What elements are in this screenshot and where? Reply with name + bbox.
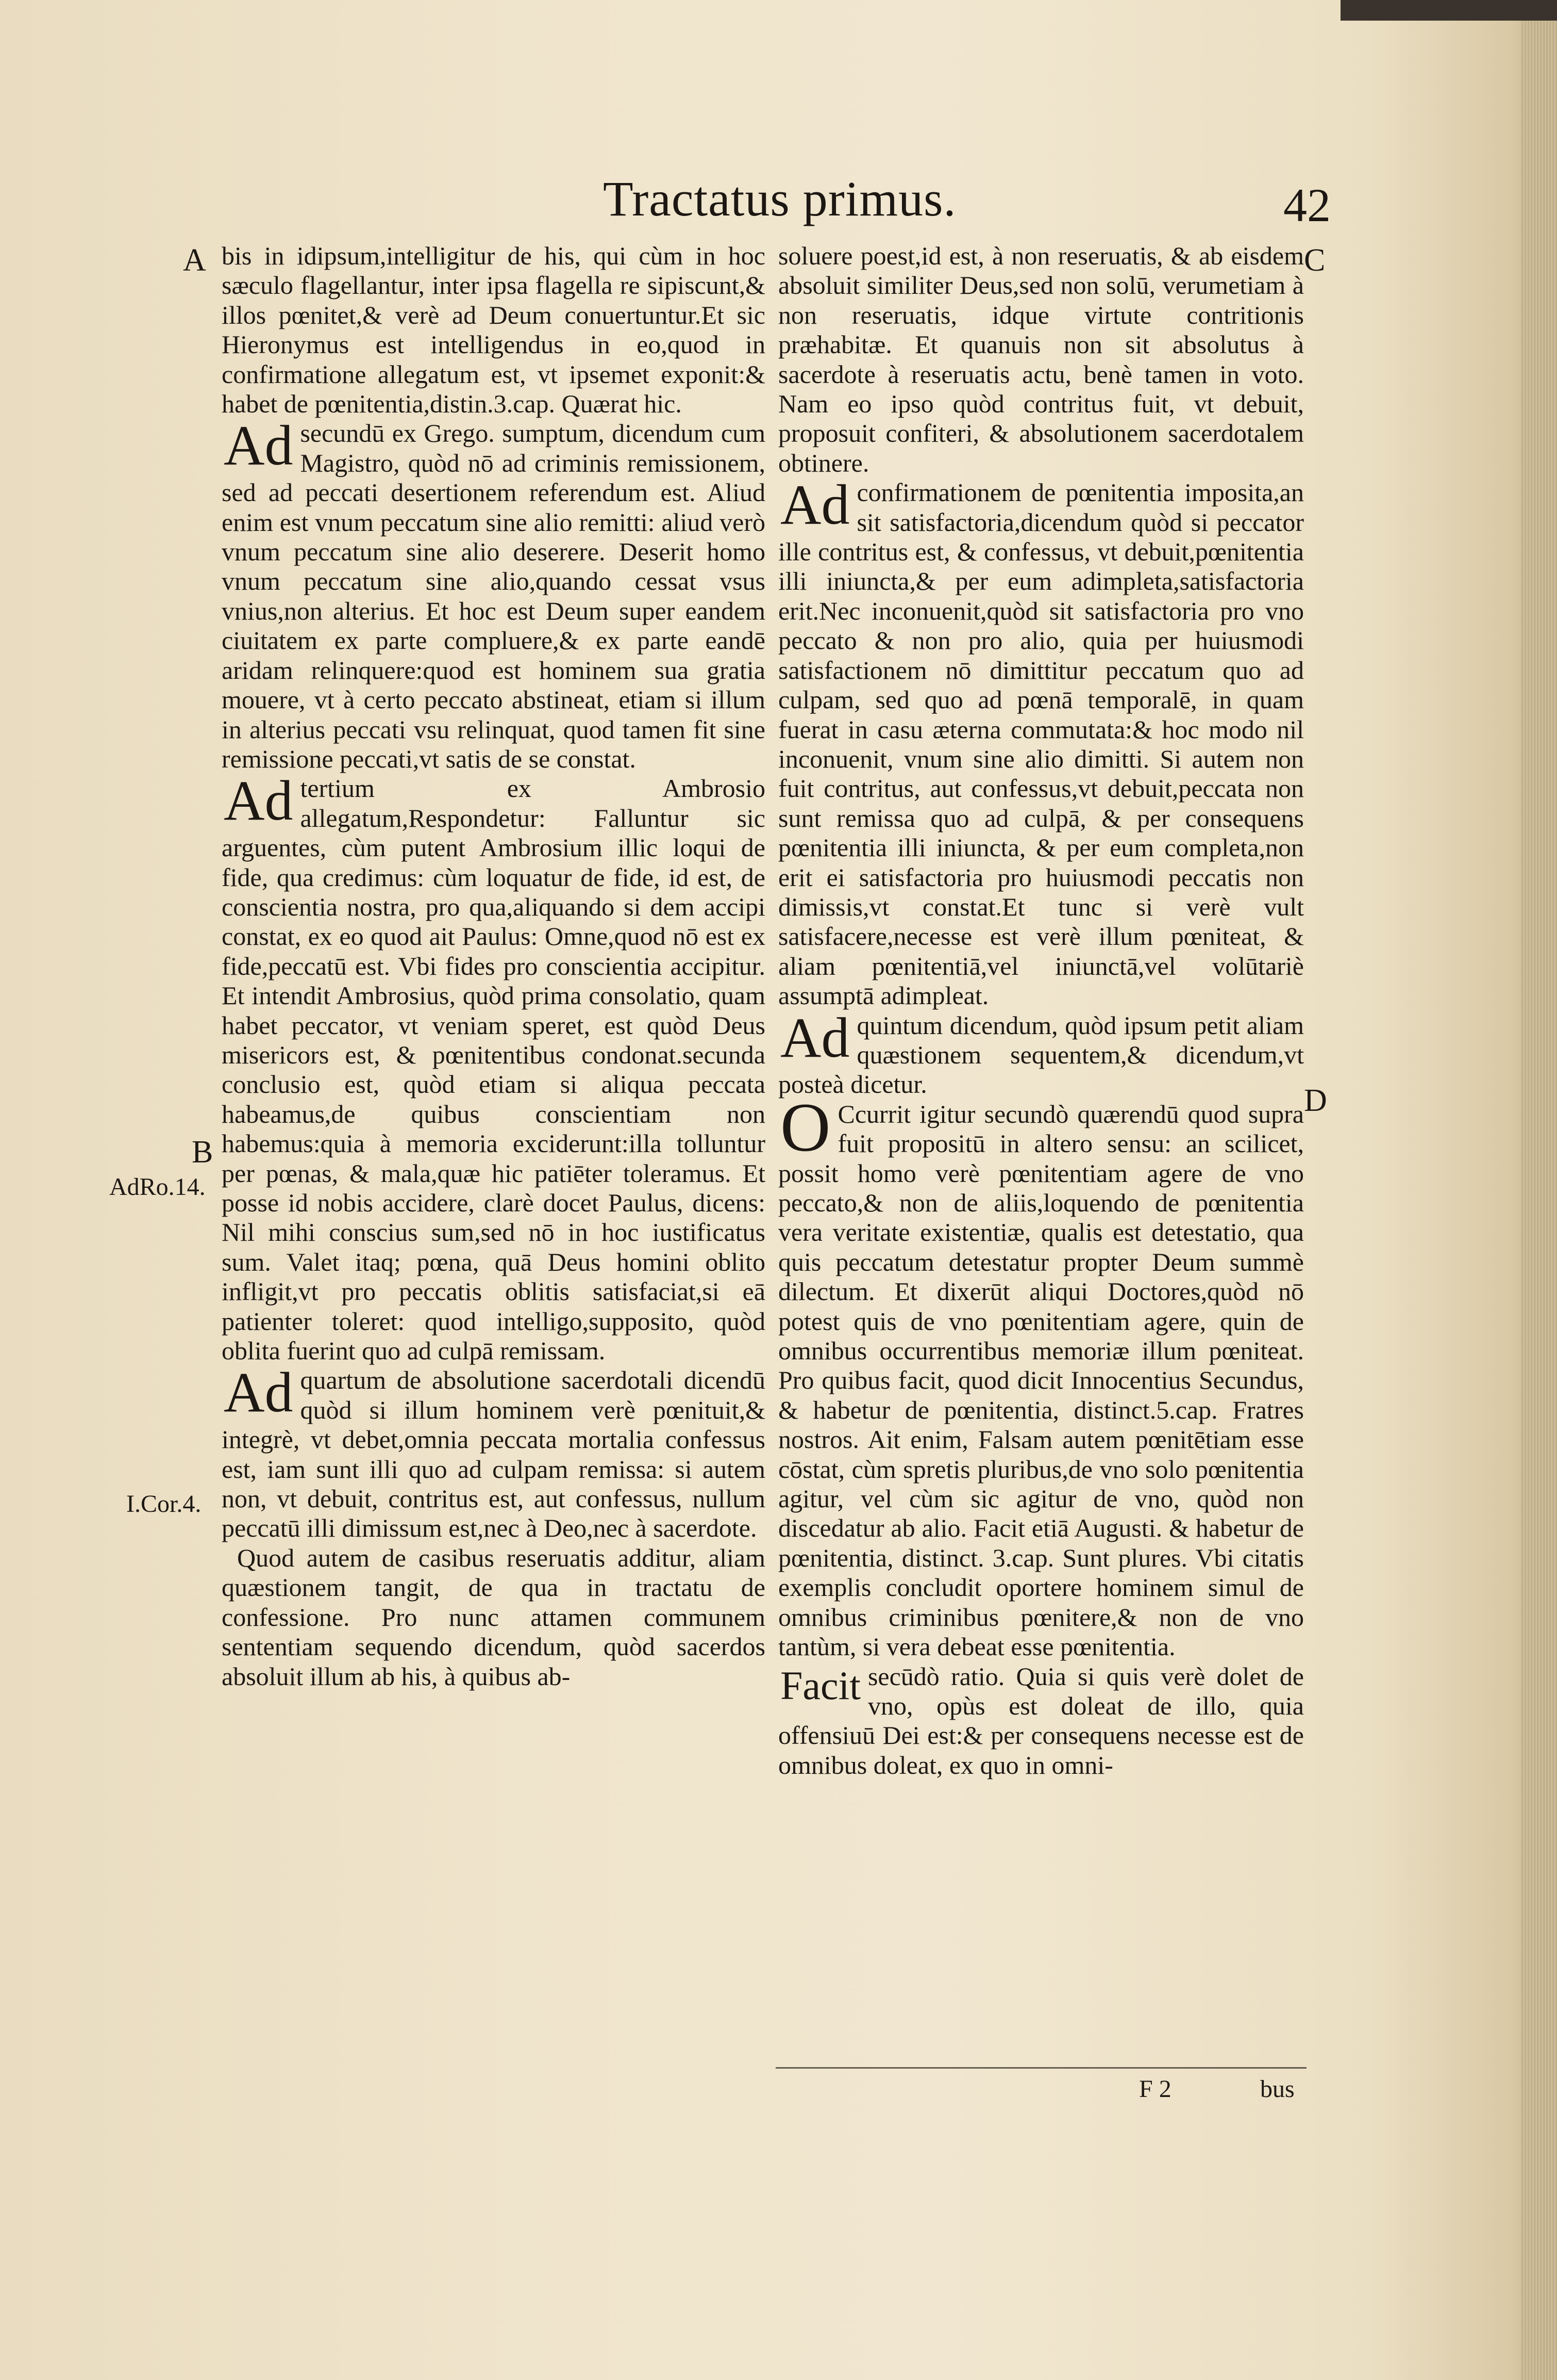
footer-rule [776,2067,1307,2069]
right-paragraph-4-text: Ccurrit igitur secundò quærendū quod supra fuit propositū in altero sensu: an scilicet, possit homo verè pœnitentiam agere de vno peccato,& non de aliis,loquendo de pœnitentia vera veritate existentiæ, qualis est detestatio, qua quis peccatum detestatur propter Deum summè dilectum. Et dixerūt aliqui Doctores,quòd nō potest quis de vno pœnitentiam agere, quin de omnibus occurrentibus memoriæ illum pœniteat. Pro quibus facit, quod dicit Innocentius Secundus, & habetur de pœnitentia, distinct.5.cap. Fratres nostros. Ait enim, Falsam autem pœnitētiam esse cōstat, cùm spretis pluribus,de vno solo pœnitentia agitur, vel cùm sic agitur de vno, quòd non discedatur ab alio. Facit etiā Augusti. & habetur de pœnitentia, distinct. 3.cap. Sunt plures. Vbi citatis exemplis concludit oportere hominem simul de omnibus criminibus pœnitere,& non de vno tantùm, si vera debeat esse pœnitentia. [778,1099,1304,1661]
margin-letter-b: B [192,1135,213,1170]
folio-number: 42 [1283,179,1331,231]
right-paragraph-2 [778,473,1304,1010]
catchword: bus [1260,2075,1295,2103]
left-column [222,241,765,1691]
running-head: Tractatus primus. [603,171,957,226]
initial-o: O [780,1089,831,1166]
right-paragraph-5 [778,1662,1304,1780]
initial-ad: Ad [780,473,850,537]
left-paragraph-2 [222,414,765,774]
initial-ad: Ad [224,1361,293,1424]
margin-note-ad-rom: AdRo.14. [109,1173,206,1201]
right-paragraph-1: soluere poest,id est, à non reseruatis, & ab eisdem absoluit similiter Deus,sed non solū, verumetiam à non reseruatis, idque virtute contritionis præhabitæ. Et quanuis non sit absolutus à sacerdote à reseruatis actu, benè tamen in voto. Nam eo ipso quòd contritus fuit, vt debuit, proposuit confiteri, & absolutionem sacerdotalem obtinere. [778,241,1304,477]
left-paragraph-2-text: secundū ex Grego. sumptum, dicendum cum Magistro, quòd nō ad criminis remissionem, sed ad peccati desertionem referendum est. Aliud enim est vnum peccatum sine alio remitti: aliud verò vnum peccatum sine alio deserere. Deserit homo vnum peccatum sine alio,quando cessat vsus vnius,non alterius. Et hoc est Deum super eandem ciuitatem ex parte compluere,& ex parte eandē aridam relinquere:quod est hominem sua gratia mouere, vt à certo peccato abstineat, etiam si illum in alterius peccati vsu relinquat, quod tamen fit sine remissione peccati,vt satis de se constat. [222,419,765,773]
right-column [778,241,1304,1780]
margin-note-cor: I.Cor.4. [126,1490,202,1518]
page-edge [1521,0,1557,2380]
initial-ad: Ad [224,769,293,833]
left-paragraph-3 [222,769,765,1366]
signature-mark: F 2 [1139,2075,1171,2103]
initial-ad: Ad [780,1006,850,1069]
margin-letter-a: A [183,243,206,278]
right-paragraph-4 [778,1089,1304,1662]
margin-letter-d: D [1304,1083,1327,1118]
left-paragraph-1: bis in idipsum,intelligitur de his, qui cùm in hoc sæculo flagellantur, inter ipsa flagella re sipiscunt,& illos pœnitet,& verè ad Deum conuertuntur.Et sic Hieronymus est intelligendus in eo,quod in confirmatione allegatum est, vt ipsemet exponit:& habet de pœnitentia,distin.3.cap. Quærat hic. [222,241,765,419]
initial-ad: Ad [224,414,293,477]
background-corner [1341,0,1557,21]
right-paragraph-3-text: quintum dicendum, quòd ipsum petit aliam quæstionem sequentem,& dicendum,vt posteà dicetur. [778,1010,1304,1099]
right-paragraph-2-text: confirmationem de pœnitentia imposita,an sit satisfactoria,dicendum quòd si peccator ille contritus est, & confessus, vt debuit,pœnitentia illi iniuncta,& per eum adimpleta,satisfactoria erit.Nec inconuenit,quòd sit satisfactoria pro vno peccato & non pro alio, quia per huiusmodi satisfactionem nō dimittitur peccatum quo ad culpam, sed quo ad pœnā temporalē, in quam fuerat in casu æterna commutata:& hoc modo nil inconuenit, vnum sine alio dimitti. Si autem non fuit contritus, aut confessus,vt debuit,peccata non sunt remissa quo ad culpā, & per consequens pœnitentia illi iniuncta, & per eum completa,non erit ei satisfactoria pro huiusmodi peccatis non dimissis,vt constat.Et tunc si verè vult satisfacere,necesse est verè illum pœniteat, & aliam pœnitentiā,vel iniunctā,vel volūtariè assumptā adimpleat. [778,478,1304,1010]
left-paragraph-4-text: quartum de absolutione sacerdotali dicendū quòd si illum hominem verè pœnituit,& integrè, vt debet,omnia peccata mortalia confessus est, iam sunt illi quo ad culpam remissa: si autem non, vt debuit, contritus est, aut confessus, nullum peccatū illi dimissum est,nec à Deo,nec à sacerdote. [222,1366,765,1543]
initial-facit: Facit [780,1662,861,1708]
right-paragraph-3 [778,1006,1304,1100]
left-paragraph-5: Quod autem de casibus reseruatis additur, aliam quæstionem tangit, de qua in tractatu de confessione. Pro nunc attamen communem sententiam sequendo dicendum, quòd sacerdos absoluit illum ab his, à quibus ab- [222,1543,765,1691]
margin-letter-c: C [1304,243,1326,278]
right-paragraph-5-text: secūdò ratio. Quia si quis verè dolet de vno, opùs est doleat de illo, quia offensiuū Dei est:& per consequens necesse est de omnibus doleat, ex quo in omni- [778,1661,1304,1779]
left-paragraph-4 [222,1361,765,1543]
left-paragraph-3-text: tertium ex Ambrosio allegatum,Respondetur: Falluntur sic arguentes, cùm putent Ambrosium illic loqui de fide, qua credimus: cùm loquatur de fide, id est, de conscientia nostra, pro qua,aliquando si dem accipi constat, ex eo quod ait Paulus: Omne,quod nō est ex fide,peccatū est. Vbi fides pro conscientia accipitur. Et intendit Ambrosius, quòd prima consolatio, quam habet peccator, vt veniam speret, est quòd Deus misericors est, & pœnitentibus condonat.secunda conclusio est, quòd etiam si aliqua peccata habeamus,de quibus conscientiam non habemus:quia à memoria exciderunt:illa tolluntur per pœnas, & mala,quæ hic patiēter toleramus. Et posse id nobis accidere, clarè docet Paulus, dicens: Nil mihi conscius sum,sed nō in hoc iustificatus sum. Valet itaq; pœna, quā Deus homini oblito infligit,vt pro peccatis oblitis satisfaciat,si eā patienter toleret: quod intelligo,supposito, quòd oblita fuerint quo ad culpā remissam. [222,774,765,1366]
